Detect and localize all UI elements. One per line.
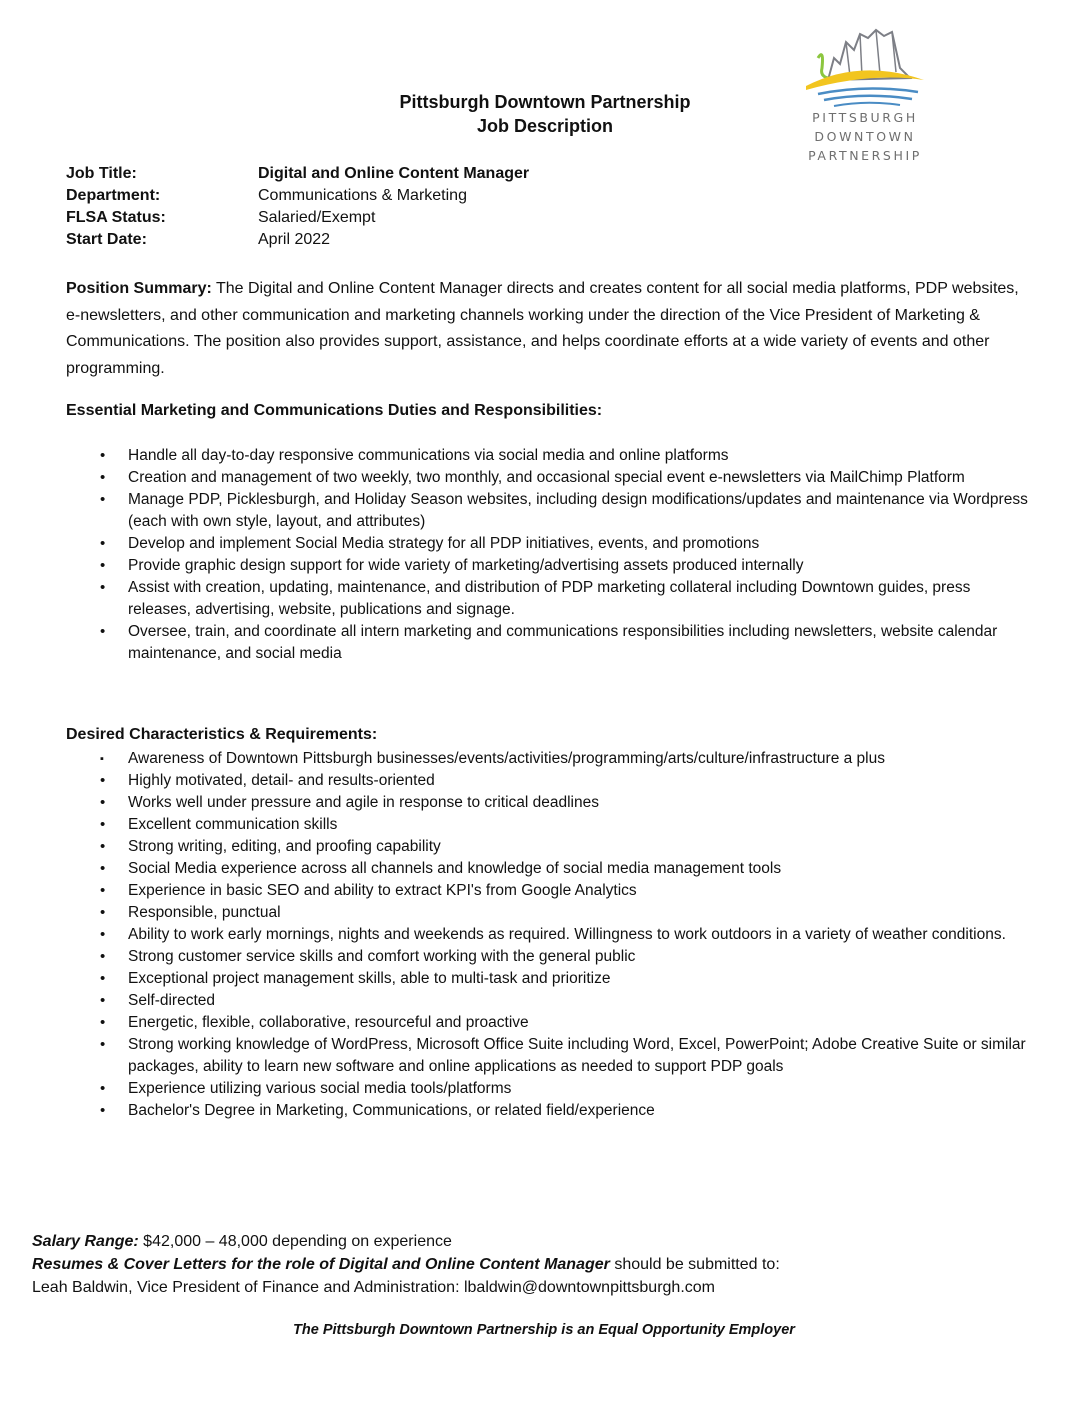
list-item: • Exceptional project management skills, able to multi-task and prioritize — [100, 968, 1030, 990]
list-item: • Experience utilizing various social media tools/platforms — [100, 1078, 1030, 1100]
duties-heading: Essential Marketing and Communications Duties and Responsibilities: — [66, 402, 603, 419]
list-item: • Assist with creation, updating, maintenance, and distribution of PDP marketing collateral including Downtown guides, press releases, advertising, website, publications and signage. — [100, 577, 1030, 621]
equal-opportunity-footer: The Pittsburgh Downtown Partnership is an Equal Opportunity Employer — [293, 1322, 795, 1338]
flsa-status-label: FLSA Status: — [66, 209, 166, 226]
list-item: • Experience in basic SEO and ability to extract KPI's from Google Analytics — [100, 880, 1030, 902]
pdp-logo — [800, 28, 930, 170]
logo-text-line-2: DOWNTOWN — [814, 129, 916, 144]
list-item: • Social Media experience across all channels and knowledge of social media management tools — [100, 858, 1030, 880]
list-item: • Develop and implement Social Media strategy for all PDP initiatives, events, and promotions — [100, 533, 1030, 555]
list-item: • Strong writing, editing, and proofing capability — [100, 836, 1030, 858]
job-title-label: Job Title: — [66, 165, 137, 182]
contact-line: Leah Baldwin, Vice President of Finance and Administration: lbaldwin@downtownpittsburgh.com — [32, 1279, 715, 1296]
list-item: • Handle all day-to-day responsive communications via social media and online platforms — [100, 445, 1030, 467]
list-item: ▪ Awareness of Downtown Pittsburgh businesses/events/activities/programming/arts/culture/infrastructure a plus — [100, 748, 1030, 770]
start-date-value: April 2022 — [258, 231, 331, 248]
position-summary — [66, 276, 1026, 382]
list-item: • Excellent communication skills — [100, 814, 1030, 836]
list-item: • Creation and management of two weekly, two monthly, and occasional special event e-newsletters via MailChimp Platform — [100, 467, 1030, 489]
logo-text-line-3: PARTNERSHIP — [808, 148, 922, 163]
logo-skyline-graphic — [800, 28, 930, 108]
submission-instructions — [32, 1254, 1032, 1277]
list-item: • Strong customer service skills and comfort working with the general public — [100, 946, 1030, 968]
salary-range-label: Salary Range: — [32, 1233, 139, 1250]
requirements-heading: Desired Characteristics & Requirements: — [66, 726, 378, 743]
list-item: • Responsible, punctual — [100, 902, 1030, 924]
position-summary-label: Position Summary: — [66, 280, 212, 297]
list-item: • Energetic, flexible, collaborative, resourceful and proactive — [100, 1012, 1030, 1034]
submission-label: Resumes & Cover Letters for the role of Digital and Online Content Manager — [32, 1256, 610, 1273]
list-item: • Bachelor's Degree in Marketing, Communications, or related field/experience — [100, 1100, 1030, 1122]
salary-range-text: $42,000 – 48,000 depending on experience — [143, 1233, 452, 1250]
submission-text: should be submitted to: — [614, 1256, 780, 1273]
list-item: • Highly motivated, detail- and results-oriented — [100, 770, 1030, 792]
list-item: • Oversee, train, and coordinate all intern marketing and communications responsibilities including newsletters, website calendar maintenance, and social media — [100, 621, 1030, 665]
organization-title: Pittsburgh Downtown Partnership — [399, 92, 691, 112]
list-item: • Strong working knowledge of WordPress, Microsoft Office Suite including Word, Excel, PowerPoint; Adobe Creative Suite or similar packages, ability to learn new software and online applications as needed to support PDP goals — [100, 1034, 1030, 1078]
salary-range — [32, 1231, 1032, 1254]
start-date-label: Start Date: — [66, 231, 147, 248]
list-item: • Provide graphic design support for wide variety of marketing/advertising assets produced internally — [100, 555, 1030, 577]
list-item: • Self-directed — [100, 990, 1030, 1012]
job-title-value: Digital and Online Content Manager — [258, 165, 530, 182]
logo-text-line-1: PITTSBURGH — [812, 110, 918, 125]
list-item: • Ability to work early mornings, nights and weekends as required. Willingness to work outdoors in a variety of weather conditions. — [100, 924, 1030, 946]
document-type-title: Job Description — [476, 116, 614, 136]
list-item: • Works well under pressure and agile in response to critical deadlines — [100, 792, 1030, 814]
requirements-list — [100, 748, 1030, 1122]
department-label: Department: — [66, 187, 161, 204]
list-item: • Manage PDP, Picklesburgh, and Holiday Season websites, including design modifications/updates and maintenance via Wordpress (each with own style, layout, and attributes) — [100, 489, 1030, 533]
position-summary-text: The Digital and Online Content Manager directs and creates content for all social media platforms, PDP websites, e-newsletters, and other communication and marketing channels working under the direction of the Vice President of Marketing & Communications. The position also provides support, assistance, and helps coordinate efforts at a wide variety of events and other programming. — [66, 280, 1019, 377]
duties-list — [100, 445, 1030, 665]
flsa-status-value: Salaried/Exempt — [258, 209, 376, 226]
department-value: Communications & Marketing — [258, 187, 467, 204]
